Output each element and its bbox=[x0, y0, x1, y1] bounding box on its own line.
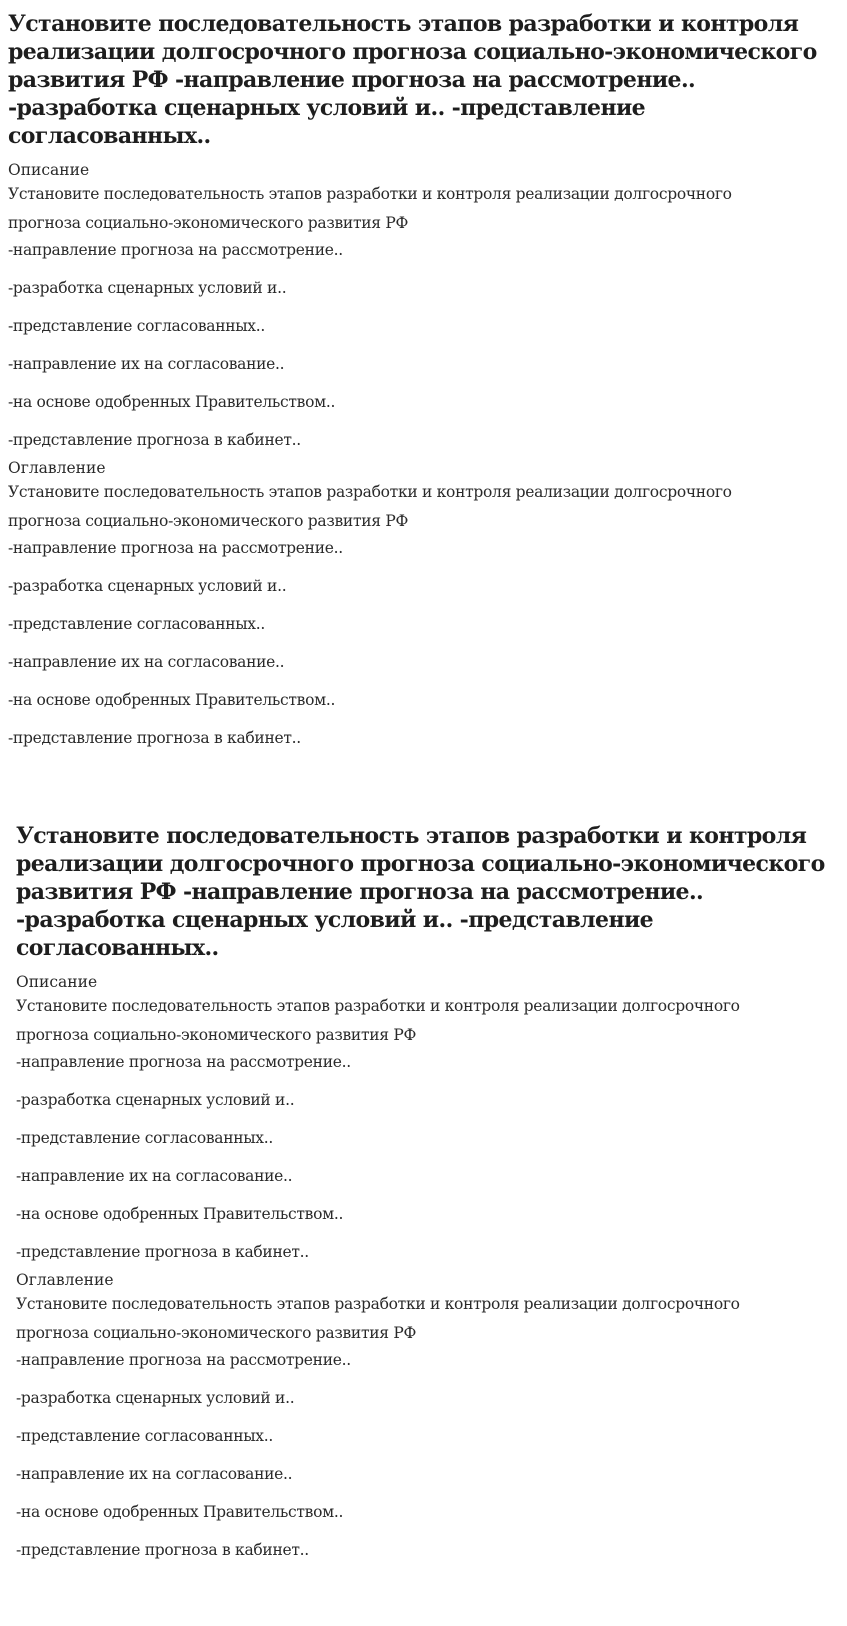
list-item: -представление согласованных.. bbox=[16, 1129, 274, 1147]
list-item: -представление согласованных.. bbox=[8, 317, 266, 335]
question-title: Установите последовательность этапов разработки и контроля реализации долгосрочного прогноза социально-экономического развития РФ -направление прогноза на рассмотрение.. -разработка сценарных условий и.. -представление согласованных.. bbox=[16, 823, 825, 961]
list-item: -на основе одобренных Правительством.. bbox=[16, 1503, 344, 1521]
contents-intro: Установите последовательность этапов разработки и контроля реализации долгосрочного прогноза социально-экономического развития РФ bbox=[8, 483, 732, 530]
description-list bbox=[8, 240, 833, 450]
contents-list bbox=[16, 1350, 833, 1560]
list-item: -разработка сценарных условий и.. bbox=[8, 279, 287, 297]
contents-list bbox=[8, 538, 833, 748]
list-item: -разработка сценарных условий и.. bbox=[16, 1091, 295, 1109]
list-item: -представление прогноза в кабинет.. bbox=[16, 1243, 309, 1261]
list-item: -на основе одобренных Правительством.. bbox=[8, 691, 336, 709]
list-item: -направление их на согласование.. bbox=[16, 1465, 293, 1483]
list-item: -разработка сценарных условий и.. bbox=[8, 577, 287, 595]
list-item: -на основе одобренных Правительством.. bbox=[8, 393, 336, 411]
description-intro: Установите последовательность этапов разработки и контроля реализации долгосрочного прогноза социально-экономического развития РФ bbox=[8, 185, 732, 232]
list-item: -направление прогноза на рассмотрение.. bbox=[16, 1053, 351, 1071]
description-label: Описание bbox=[16, 973, 98, 991]
description-list bbox=[16, 1052, 833, 1262]
description-label: Описание bbox=[8, 161, 90, 179]
question-block-2 bbox=[0, 812, 847, 1568]
list-item: -разработка сценарных условий и.. bbox=[16, 1389, 295, 1407]
contents-label: Оглавление bbox=[16, 1271, 114, 1289]
list-item: -направление прогноза на рассмотрение.. bbox=[8, 241, 343, 259]
list-item: -направление их на согласование.. bbox=[8, 653, 285, 671]
contents-section bbox=[8, 458, 833, 748]
question-title: Установите последовательность этапов разработки и контроля реализации долгосрочного прогноза социально-экономического развития РФ -направление прогноза на рассмотрение.. -разработка сценарных условий и.. -представление согласованных.. bbox=[8, 11, 817, 149]
contents-intro: Установите последовательность этапов разработки и контроля реализации долгосрочного прогноза социально-экономического развития РФ bbox=[16, 1295, 740, 1342]
list-item: -представление прогноза в кабинет.. bbox=[8, 729, 301, 747]
description-section bbox=[8, 160, 833, 450]
list-item: -направление их на согласование.. bbox=[16, 1167, 293, 1185]
list-item: -направление прогноза на рассмотрение.. bbox=[8, 539, 343, 557]
list-item: -представление прогноза в кабинет.. bbox=[16, 1541, 309, 1559]
question-block-1 bbox=[0, 0, 847, 756]
description-section bbox=[16, 972, 833, 1262]
list-item: -представление прогноза в кабинет.. bbox=[8, 431, 301, 449]
list-item: -представление согласованных.. bbox=[8, 615, 266, 633]
contents-section bbox=[16, 1270, 833, 1560]
list-item: -на основе одобренных Правительством.. bbox=[16, 1205, 344, 1223]
contents-label: Оглавление bbox=[8, 459, 106, 477]
list-item: -направление их на согласование.. bbox=[8, 355, 285, 373]
list-item: -направление прогноза на рассмотрение.. bbox=[16, 1351, 351, 1369]
list-item: -представление согласованных.. bbox=[16, 1427, 274, 1445]
description-intro: Установите последовательность этапов разработки и контроля реализации долгосрочного прогноза социально-экономического развития РФ bbox=[16, 997, 740, 1044]
